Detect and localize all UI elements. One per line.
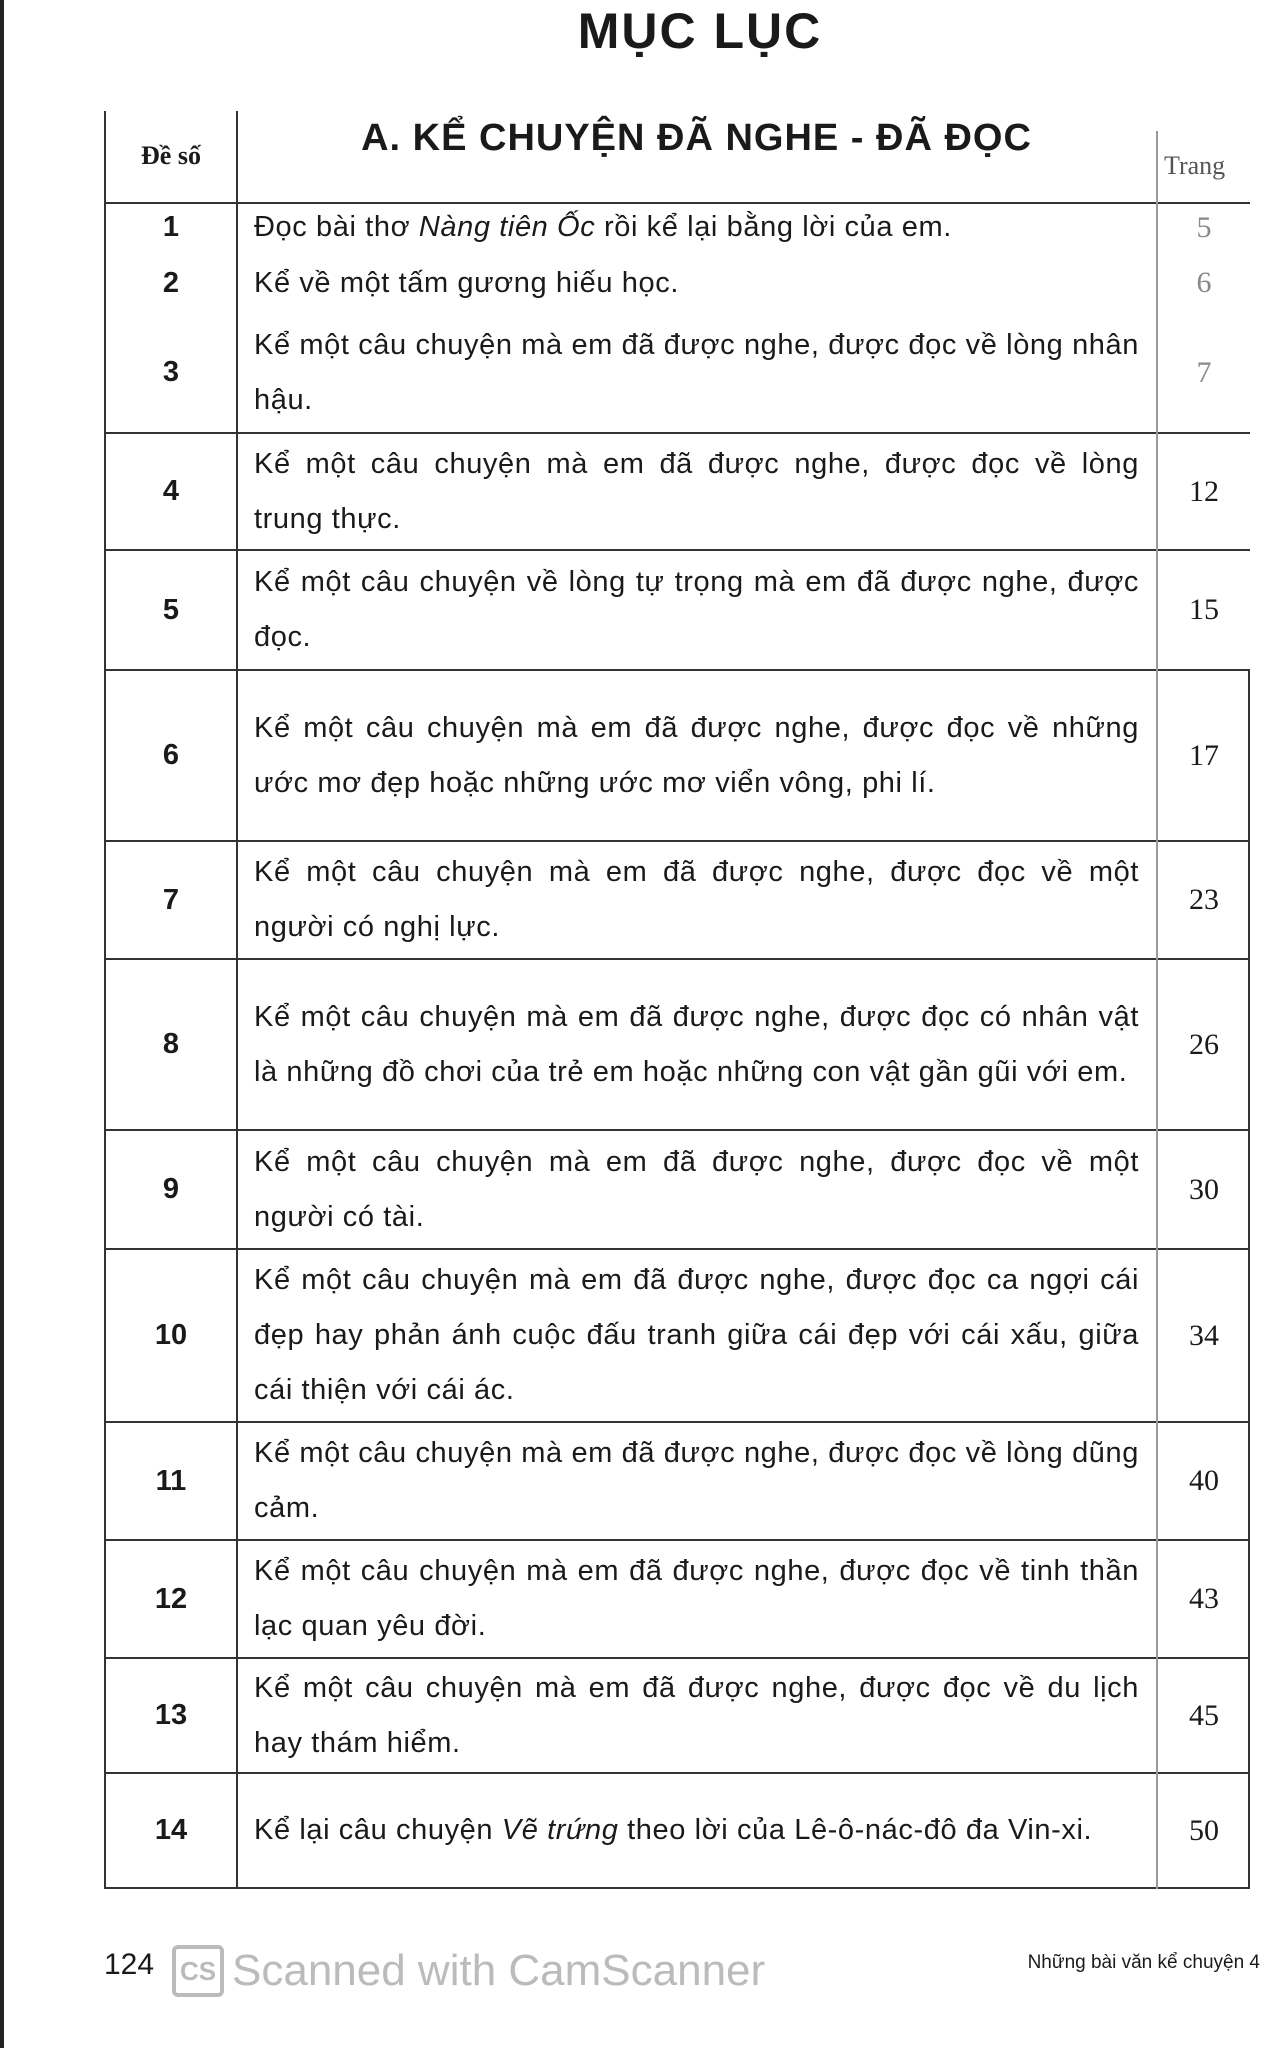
number-column-divider bbox=[236, 111, 238, 1889]
entry-title-segment: Kể về một tấm gương hiếu học. bbox=[254, 266, 679, 299]
entry-title bbox=[254, 1131, 1144, 1248]
page-title: MỤC LỤC bbox=[577, 3, 823, 59]
camscanner-logo-icon: CS bbox=[172, 1945, 224, 1997]
entry-page: 12 bbox=[1189, 474, 1219, 508]
entry-title bbox=[254, 960, 1144, 1129]
entry-title-segment: Kể một câu chuyện mà em đã được nghe, được đọc về tinh thần lạc quan yêu đời. bbox=[254, 1555, 1139, 1642]
toc-entry bbox=[104, 1541, 1250, 1659]
entry-page: 15 bbox=[1189, 593, 1219, 626]
book-title: Những bài văn kể chuyện 4 bbox=[1027, 1952, 1260, 1973]
entry-title bbox=[254, 551, 1144, 669]
entry-title-segment: Kể một câu chuyện mà em đã được nghe, được đọc về lòng nhân hậu. bbox=[254, 328, 1139, 416]
entry-page: 7 bbox=[1196, 355, 1212, 389]
entry-title bbox=[254, 671, 1144, 840]
entry-page: 6 bbox=[1196, 266, 1212, 299]
number-column-header: Đề số bbox=[141, 141, 201, 170]
entry-title bbox=[254, 842, 1144, 958]
page-column-header: Trang bbox=[1164, 151, 1226, 180]
entry-title-segment: Kể một câu chuyện mà em đã được nghe, được đọc về một người có tài. bbox=[254, 1145, 1139, 1233]
entry-number: 7 bbox=[162, 883, 180, 916]
entry-title-segment: Kể một câu chuyện mà em đã được nghe, được đọc về du lịch hay thám hiểm. bbox=[254, 1671, 1139, 1759]
entry-number: 11 bbox=[155, 1464, 187, 1497]
watermark-text: Scanned with CamScanner bbox=[232, 1946, 766, 1995]
entry-page: 43 bbox=[1189, 1582, 1219, 1615]
entry-number: 2 bbox=[162, 266, 180, 299]
entry-number: 6 bbox=[162, 739, 180, 771]
entry-title-segment: Kể một câu chuyện mà em đã được nghe, được đọc về lòng dũng cảm. bbox=[254, 1437, 1139, 1524]
entry-page: 40 bbox=[1189, 1464, 1219, 1497]
entry-page: 26 bbox=[1189, 1027, 1219, 1061]
entry-title-segment: Kể một câu chuyện về lòng tự trọng mà em đã được nghe, được đọc. bbox=[254, 566, 1139, 653]
toc-entry bbox=[104, 1774, 1250, 1889]
entry-page: 23 bbox=[1189, 883, 1219, 916]
entry-title-segment: Kể một câu chuyện mà em đã được nghe, được đọc có nhân vật là những đồ chơi của trẻ em hoặc những con vật gần gũi với em. bbox=[254, 1000, 1139, 1088]
entry-title-segment: Nàng tiên Ốc bbox=[418, 211, 596, 243]
entry-page: 45 bbox=[1189, 1698, 1219, 1732]
toc-entry bbox=[104, 960, 1250, 1131]
entry-title bbox=[254, 313, 1144, 432]
toc-entry bbox=[104, 1659, 1250, 1774]
toc-entry bbox=[104, 313, 1250, 434]
entry-title-segment: Kể lại câu chuyện bbox=[254, 1814, 502, 1846]
entry-page: 34 bbox=[1189, 1318, 1219, 1352]
entry-title bbox=[254, 434, 1144, 549]
page-number: 124 bbox=[104, 1948, 155, 1981]
entry-title-segment: Đọc bài thơ bbox=[254, 211, 419, 243]
entry-page: 50 bbox=[1189, 1813, 1219, 1847]
toc-entry bbox=[104, 1250, 1250, 1423]
toc-entry bbox=[104, 671, 1250, 842]
entry-number: 8 bbox=[162, 1028, 180, 1060]
entry-page: 5 bbox=[1196, 210, 1212, 244]
right-border bbox=[1248, 671, 1250, 1889]
toc-entry bbox=[104, 551, 1250, 671]
toc-entry bbox=[104, 255, 1250, 311]
camscanner-watermark bbox=[172, 1945, 765, 1997]
page-edge bbox=[0, 0, 4, 2048]
toc-entry bbox=[104, 1423, 1250, 1541]
left-border bbox=[104, 111, 106, 1889]
entry-title bbox=[254, 1423, 1144, 1539]
entry-title bbox=[254, 1659, 1144, 1772]
entry-title-segment: theo lời của Lê-ô-nác-đô đa Vin-xi. bbox=[618, 1814, 1093, 1846]
entry-number: 12 bbox=[154, 1582, 188, 1615]
toc-entry bbox=[104, 434, 1250, 551]
toc-entry bbox=[104, 202, 1250, 253]
entry-title-segment: Kể một câu chuyện mà em đã được nghe, được đọc về một người có nghị lực. bbox=[254, 856, 1139, 943]
toc-entry bbox=[104, 842, 1250, 960]
toc-entry bbox=[104, 1131, 1250, 1250]
entry-title bbox=[254, 255, 1144, 311]
entry-title-segment: rồi kể lại bằng lời của em. bbox=[595, 211, 952, 243]
entry-title bbox=[254, 1541, 1144, 1657]
entry-page: 30 bbox=[1189, 1172, 1219, 1206]
entry-number: 14 bbox=[154, 1814, 188, 1846]
entry-number: 5 bbox=[162, 593, 180, 626]
entry-number: 1 bbox=[162, 211, 180, 243]
entry-title-segment: Kể một câu chuyện mà em đã được nghe, được đọc về những ước mơ đẹp hoặc những ước mơ viển vông, phi lí. bbox=[254, 711, 1139, 799]
entry-number: 10 bbox=[154, 1319, 188, 1351]
section-heading: A. KỂ CHUYỆN ĐÃ NGHE - ĐÃ ĐỌC bbox=[361, 117, 1032, 159]
entry-number: 13 bbox=[154, 1699, 188, 1731]
entry-number: 4 bbox=[162, 475, 180, 507]
entry-title bbox=[254, 202, 1144, 253]
page-column-divider bbox=[1156, 131, 1158, 1889]
entry-title-segment: Vẽ trứng bbox=[501, 1814, 619, 1846]
entry-title-segment: Kể một câu chuyện mà em đã được nghe, được đọc về lòng trung thực. bbox=[254, 447, 1139, 535]
entry-title bbox=[254, 1774, 1144, 1887]
entry-number: 3 bbox=[162, 356, 180, 388]
entry-number: 9 bbox=[162, 1173, 180, 1205]
entry-page: 17 bbox=[1189, 738, 1219, 772]
entry-title-segment: Kể một câu chuyện mà em đã được nghe, được đọc ca ngợi cái đẹp hay phản ánh cuộc đấu tranh giữa cái đẹp với cái xấu, giữa cái thiện với cái ác. bbox=[254, 1264, 1139, 1406]
entry-title bbox=[254, 1250, 1144, 1421]
table-header bbox=[104, 111, 1250, 204]
